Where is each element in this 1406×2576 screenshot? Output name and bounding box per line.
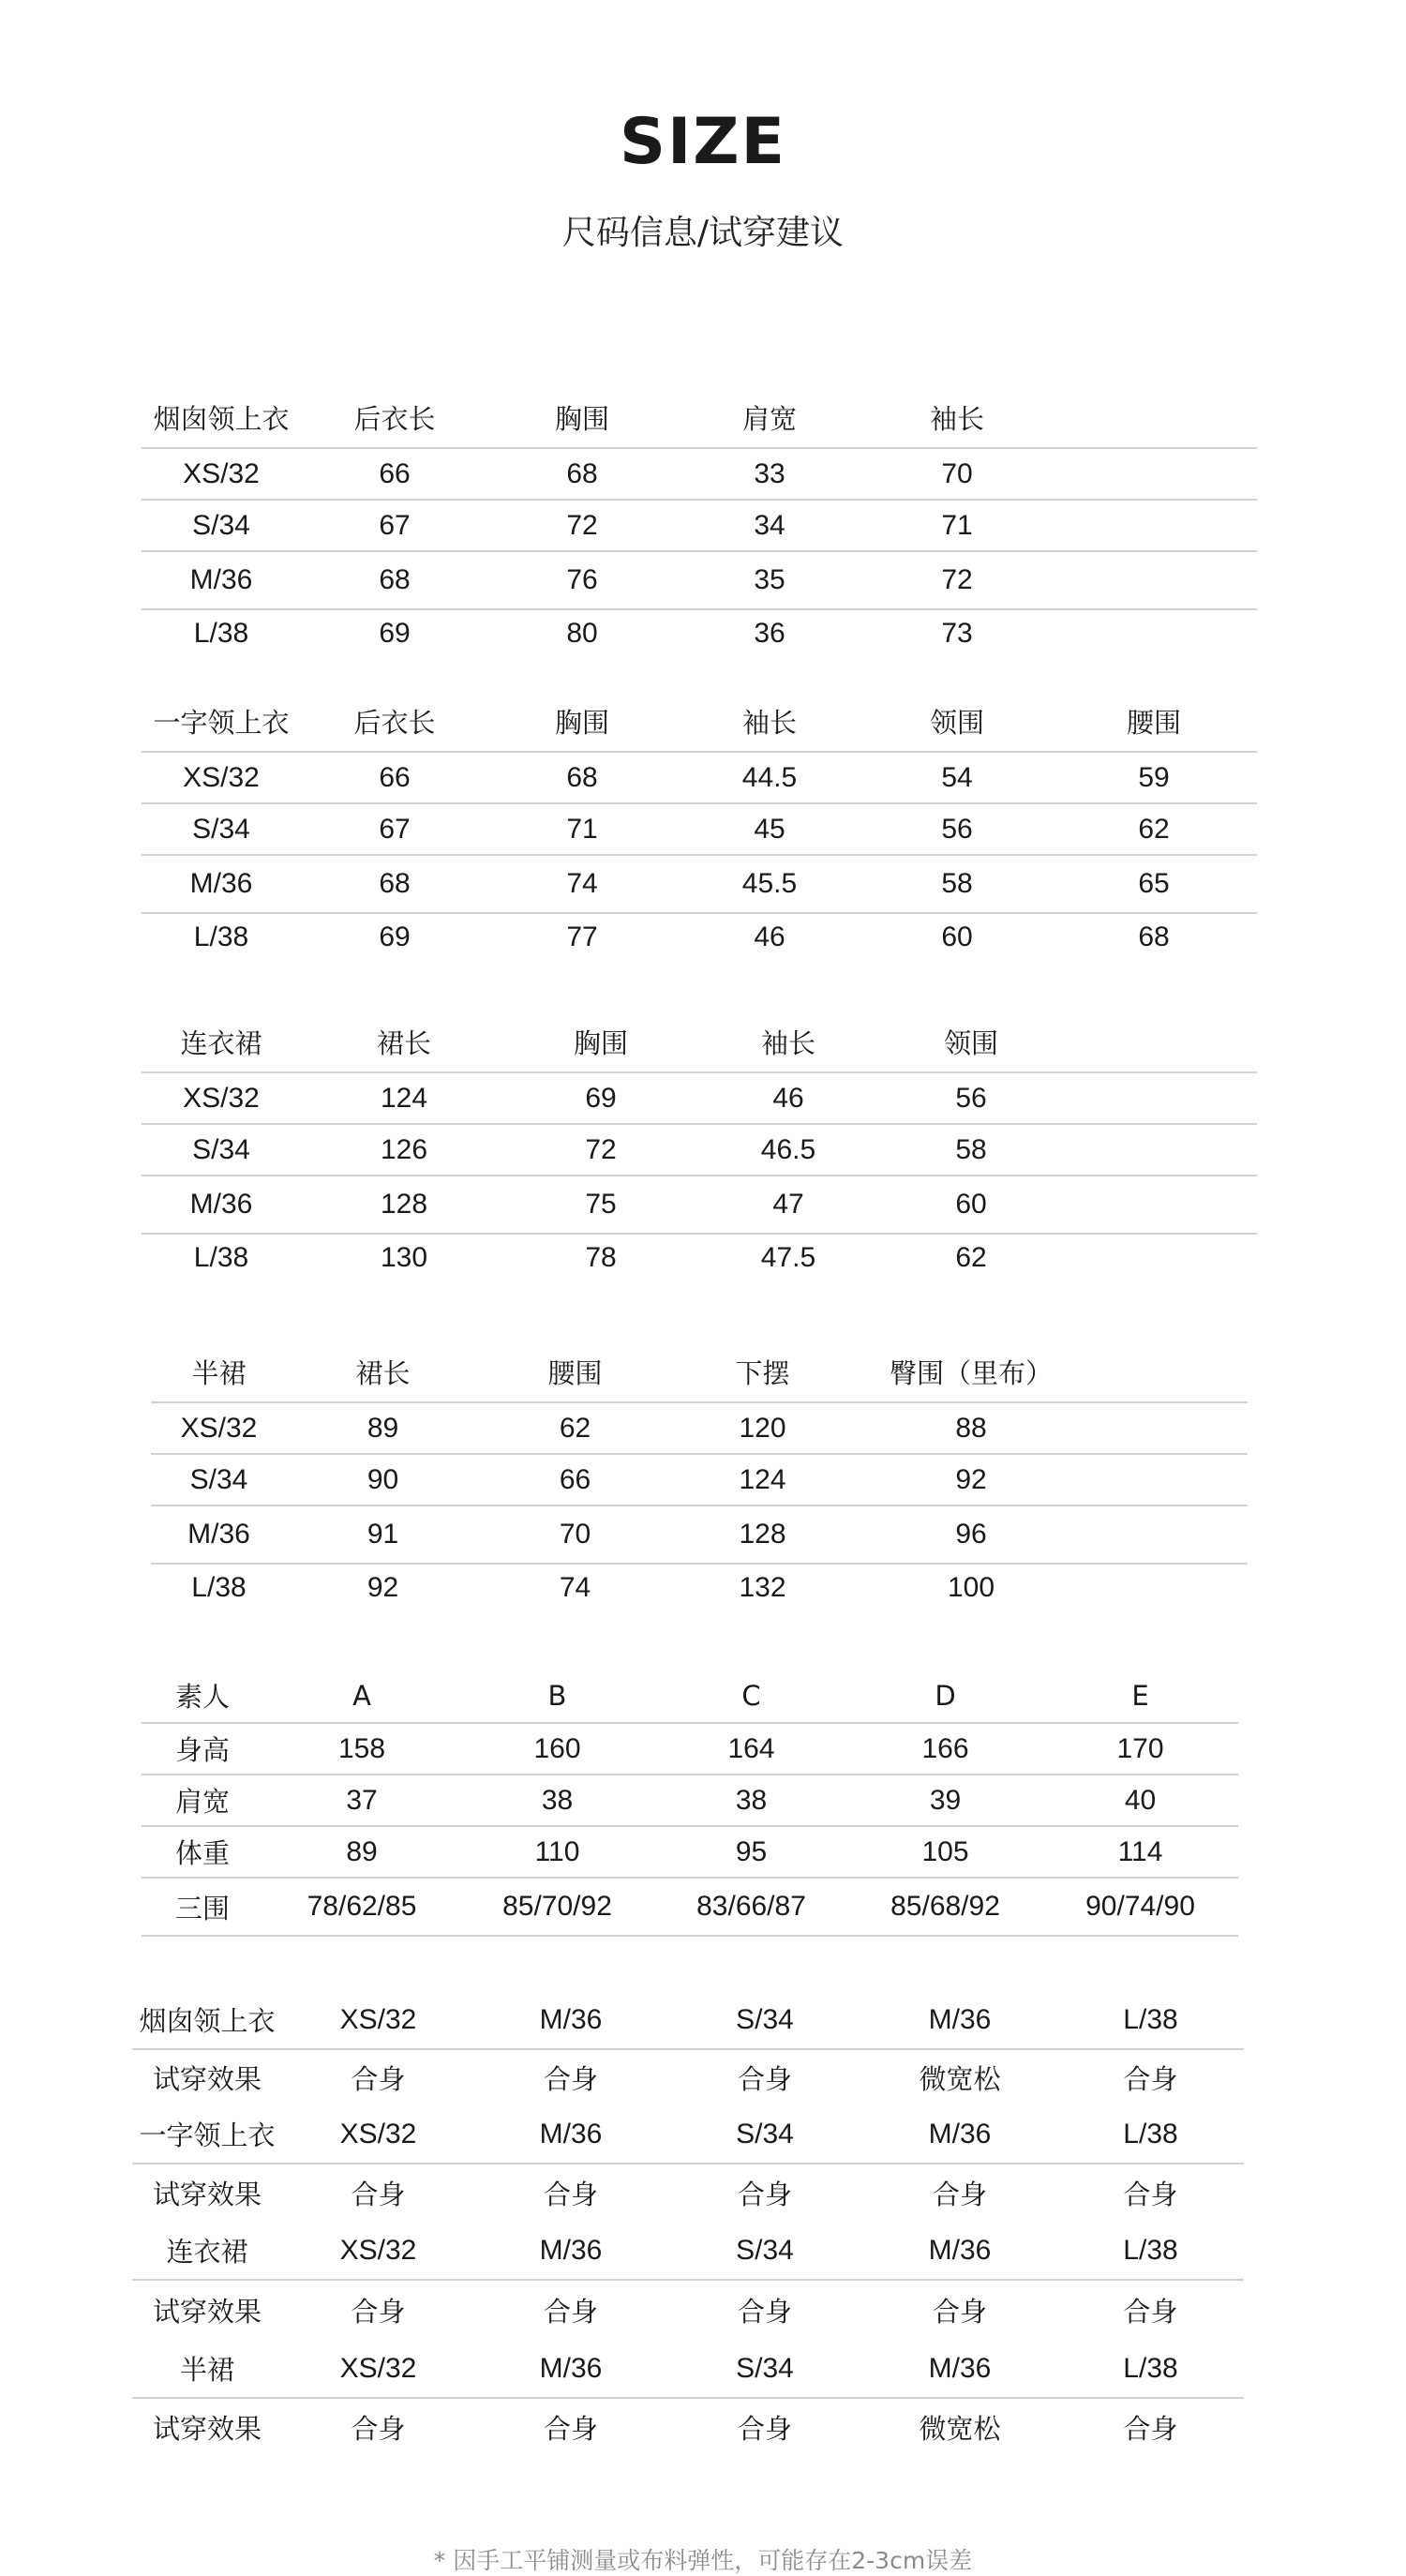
table-cell: 合身 (543, 2179, 598, 2210)
table-cell: 合身 (543, 2413, 598, 2445)
table-cell: 68 (301, 551, 488, 609)
table-cell: 80 (566, 617, 598, 649)
table-cell: 40 (1042, 1775, 1238, 1826)
table-cell: 69 (379, 921, 411, 952)
table-cell: XS/32 (151, 1402, 287, 1454)
table-cell: 70 (863, 448, 1051, 500)
empty-cell (1051, 500, 1257, 551)
table-cell: 38 (460, 1775, 654, 1826)
table-cell: 44.5 (676, 752, 863, 803)
table-cell: 132 (739, 1571, 786, 1603)
table-cell: 67 (301, 803, 488, 855)
table-cell: S/34 (151, 1454, 287, 1505)
header-cell: 臀围（里布） (854, 1342, 1088, 1402)
header-cell: 一字领上衣 (142, 692, 301, 752)
table-cell: 124 (671, 1454, 854, 1505)
table-cell: 88 (854, 1402, 1088, 1454)
table-cell: 58 (863, 855, 1051, 913)
table-row (142, 855, 1257, 913)
header-cell: E (1042, 1669, 1238, 1723)
table-cell: XS/32 (282, 1991, 474, 2049)
table-cell: 78 (585, 1241, 617, 1273)
table-cell: L/38 (193, 1241, 249, 1273)
table-cell: 试穿效果 (152, 2296, 262, 2328)
header-cell: 肩宽 (676, 388, 863, 448)
table-cell: 合身 (737, 2296, 792, 2328)
header-cell: 袖长 (863, 388, 1051, 448)
header-cell: 腰围 (479, 1342, 671, 1402)
header-cell: D (848, 1669, 1042, 1723)
table-cell: 合身 (351, 2179, 406, 2210)
table-cell: 68 (488, 752, 676, 803)
table-cell: 92 (366, 1571, 399, 1603)
header-cell: 袖长 (695, 1012, 882, 1072)
table-cell: 合身 (932, 2296, 987, 2328)
header-cell: 领围 (863, 692, 1051, 752)
empty-cell (1060, 1072, 1257, 1124)
table-cell: L/38 (191, 1571, 247, 1603)
table-row (151, 1402, 1248, 1454)
table-cell: 128 (671, 1505, 854, 1564)
table-cell: S/34 (667, 2340, 862, 2398)
table-cell: 三围 (142, 1878, 263, 1936)
header-cell: 裙长 (287, 1342, 479, 1402)
header-cell: 腰围 (1051, 692, 1257, 752)
table-cell: 合身 (737, 2063, 792, 2095)
table-cell: 66 (301, 752, 488, 803)
empty-cell (1088, 1454, 1248, 1505)
table-cell: 36 (754, 617, 785, 649)
table-cell: 合身 (932, 2179, 987, 2210)
table-header-row (142, 692, 1257, 752)
table-cell: M/36 (474, 2222, 667, 2280)
table-cell: M/36 (142, 1176, 301, 1234)
empty-cell (1060, 1234, 1257, 1281)
header-cell: 胸围 (488, 388, 676, 448)
table-cell: 85/70/92 (460, 1878, 654, 1936)
table-row (142, 1826, 1238, 1878)
table-cell: 微宽松 (919, 2063, 1001, 2095)
table-cell: 合身 (351, 2296, 406, 2328)
table-cell: 身高 (142, 1723, 263, 1775)
table-cell: 70 (479, 1505, 671, 1564)
table-cell: 89 (287, 1402, 479, 1454)
table-cell: 一字领上衣 (132, 2105, 282, 2164)
table-header-row (142, 388, 1257, 448)
table-cell: 128 (301, 1176, 507, 1234)
table-cell: 100 (947, 1571, 995, 1603)
table-cell: L/38 (1057, 2105, 1244, 2164)
header-cell: 半裙 (151, 1342, 287, 1402)
empty-cell (1088, 1564, 1248, 1610)
header-cell: 素人 (142, 1669, 263, 1723)
table-cell: 71 (863, 500, 1051, 551)
table-header-row (142, 1669, 1238, 1723)
table-cell: 合身 (1123, 2063, 1178, 2095)
table-cell: 91 (287, 1505, 479, 1564)
table-cell: 60 (882, 1176, 1060, 1234)
table-cell: 合身 (737, 2413, 792, 2445)
table-cell: S/34 (667, 2222, 862, 2280)
table-cell: 105 (848, 1826, 1042, 1878)
empty-cell (1051, 448, 1257, 500)
table-cell: 62 (955, 1241, 987, 1273)
header-cell: 烟囱领上衣 (142, 388, 301, 448)
table-cell: 62 (1051, 803, 1257, 855)
table-cell: 74 (559, 1571, 591, 1603)
table-cell: 83/66/87 (654, 1878, 848, 1936)
table-cell: 59 (1051, 752, 1257, 803)
table-cell: M/36 (142, 855, 301, 913)
header-cell: 下摆 (671, 1342, 854, 1402)
table-row (151, 1564, 1248, 1610)
table-cell: L/38 (1057, 2222, 1244, 2280)
table-cell: 66 (301, 448, 488, 500)
size-table-boat-neck-top (142, 692, 1257, 960)
table-row (142, 1878, 1238, 1936)
header-cell: 胸围 (507, 1012, 695, 1072)
table-cell: 124 (301, 1072, 507, 1124)
header-cell: A (263, 1669, 460, 1723)
table-cell: 47 (695, 1176, 882, 1234)
table-cell: 120 (671, 1402, 854, 1454)
table-cell: 合身 (1123, 2296, 1178, 2328)
empty-cell (1088, 1342, 1248, 1402)
table-cell: S/34 (142, 1124, 301, 1176)
table-cell: 56 (882, 1072, 1060, 1124)
table-cell: M/36 (474, 2105, 667, 2164)
table-row (142, 803, 1257, 855)
table-cell: S/34 (142, 500, 301, 551)
table-cell: XS/32 (142, 1072, 301, 1124)
header-cell: 裙长 (301, 1012, 507, 1072)
table-cell: 85/68/92 (848, 1878, 1042, 1936)
table-cell: 95 (654, 1826, 848, 1878)
header-cell: B (460, 1669, 654, 1723)
header-cell: 后衣长 (301, 388, 488, 448)
table-cell: 34 (676, 500, 863, 551)
model-measurements-table (142, 1669, 1238, 1937)
table-row (142, 551, 1257, 609)
table-row (142, 1176, 1257, 1234)
table-cell: 合身 (1123, 2413, 1178, 2445)
footnote: * 因手工平铺测量或布料弹性，可能存在2-3cm误差 (433, 2547, 973, 2574)
table-cell: 46 (754, 921, 785, 952)
table-cell: 77 (566, 921, 598, 952)
table-row (142, 1124, 1257, 1176)
table-cell: 71 (488, 803, 676, 855)
table-cell: 166 (848, 1723, 1042, 1775)
table-cell: 158 (263, 1723, 460, 1775)
table-cell: 47.5 (760, 1241, 816, 1273)
table-cell: 试穿效果 (152, 2179, 262, 2210)
table-cell: 72 (488, 500, 676, 551)
table-row (132, 2049, 1244, 2105)
table-cell: 73 (941, 617, 973, 649)
table-cell: M/36 (142, 551, 301, 609)
table-cell: 72 (863, 551, 1051, 609)
table-cell: 烟囱领上衣 (132, 1991, 282, 2049)
table-cell: 合身 (737, 2179, 792, 2210)
table-row (132, 2164, 1244, 2222)
table-row (142, 500, 1257, 551)
table-cell: 33 (676, 448, 863, 500)
table-cell: XS/32 (282, 2105, 474, 2164)
header-cell: 领围 (882, 1012, 1060, 1072)
table-row (151, 1454, 1248, 1505)
table-cell: 37 (263, 1775, 460, 1826)
table-cell: 微宽松 (919, 2413, 1001, 2445)
table-cell: 72 (507, 1124, 695, 1176)
table-header-row (151, 1342, 1248, 1402)
table-row (142, 1234, 1257, 1281)
table-cell: 45 (676, 803, 863, 855)
table-cell: 164 (654, 1723, 848, 1775)
table-cell: 体重 (142, 1826, 263, 1878)
table-cell: L/38 (1057, 1991, 1244, 2049)
table-cell: 126 (301, 1124, 507, 1176)
empty-cell (1051, 388, 1257, 448)
table-row (132, 1991, 1244, 2049)
table-cell: 45.5 (676, 855, 863, 913)
table-cell: 110 (460, 1826, 654, 1878)
table-cell: 170 (1042, 1723, 1238, 1775)
header-cell: 袖长 (676, 692, 863, 752)
header-cell: 胸围 (488, 692, 676, 752)
table-cell: 160 (460, 1723, 654, 1775)
header-cell: C (654, 1669, 848, 1723)
size-table-skirt (151, 1342, 1248, 1610)
table-cell: M/36 (862, 2222, 1057, 2280)
table-cell: 试穿效果 (152, 2413, 262, 2445)
table-cell: 74 (488, 855, 676, 913)
table-cell: L/38 (193, 617, 249, 649)
table-row (142, 1723, 1238, 1775)
empty-cell (1088, 1402, 1248, 1454)
table-cell: 78/62/85 (263, 1878, 460, 1936)
table-cell: 连衣裙 (132, 2222, 282, 2280)
table-cell: 90/74/90 (1042, 1878, 1238, 1936)
table-header-row (142, 1012, 1257, 1072)
table-cell: S/34 (667, 1991, 862, 2049)
table-row (142, 448, 1257, 500)
header-cell: 连衣裙 (142, 1012, 301, 1072)
table-cell: 60 (941, 921, 973, 952)
table-cell: 半裙 (132, 2340, 282, 2398)
table-row (132, 2222, 1244, 2280)
table-cell: 68 (301, 855, 488, 913)
table-cell: XS/32 (142, 752, 301, 803)
table-cell: 92 (854, 1454, 1088, 1505)
table-row (132, 2398, 1244, 2456)
table-cell: 合身 (543, 2296, 598, 2328)
table-cell: 35 (676, 551, 863, 609)
table-row (142, 609, 1257, 656)
table-cell: 69 (379, 617, 411, 649)
table-cell: 75 (507, 1176, 695, 1234)
table-cell: S/34 (667, 2105, 862, 2164)
empty-cell (1051, 609, 1257, 656)
table-cell: M/36 (474, 2340, 667, 2398)
table-cell: 合身 (351, 2063, 406, 2095)
table-cell: M/36 (151, 1505, 287, 1564)
table-cell: 90 (287, 1454, 479, 1505)
empty-cell (1051, 551, 1257, 609)
table-row (132, 2340, 1244, 2398)
table-cell: 合身 (543, 2063, 598, 2095)
table-cell: 54 (863, 752, 1051, 803)
table-row (151, 1505, 1248, 1564)
table-cell: 合身 (1123, 2179, 1178, 2210)
table-cell: XS/32 (282, 2222, 474, 2280)
table-row (142, 752, 1257, 803)
size-table-dress (142, 1012, 1257, 1281)
header-cell: 后衣长 (301, 692, 488, 752)
table-cell: M/36 (862, 2105, 1057, 2164)
table-cell: 46.5 (695, 1124, 882, 1176)
table-cell: 96 (854, 1505, 1088, 1564)
table-cell: 114 (1042, 1826, 1238, 1878)
table-cell: 46 (695, 1072, 882, 1124)
empty-cell (1088, 1505, 1248, 1564)
table-cell: 66 (479, 1454, 671, 1505)
table-cell: XS/32 (142, 448, 301, 500)
table-cell: 39 (848, 1775, 1042, 1826)
table-row (132, 2280, 1244, 2340)
empty-cell (1060, 1012, 1257, 1072)
table-cell: M/36 (862, 1991, 1057, 2049)
table-cell: L/38 (1057, 2340, 1244, 2398)
table-row (142, 1072, 1257, 1124)
table-cell: M/36 (474, 1991, 667, 2049)
page-subtitle: 尺码信息/试穿建议 (561, 214, 845, 252)
table-row (142, 913, 1257, 960)
table-cell: 130 (380, 1241, 428, 1273)
table-cell: 68 (488, 448, 676, 500)
fit-recommendation-table (132, 1991, 1244, 2456)
table-cell: 68 (1138, 921, 1170, 952)
table-row (142, 1775, 1238, 1826)
table-cell: 89 (263, 1826, 460, 1878)
table-cell: 65 (1051, 855, 1257, 913)
table-row (132, 2105, 1244, 2164)
table-cell: 58 (882, 1124, 1060, 1176)
page-title: SIZE (619, 105, 787, 179)
table-cell: 肩宽 (142, 1775, 263, 1826)
table-cell: 76 (488, 551, 676, 609)
size-table-chimney-top (142, 388, 1257, 656)
table-cell: M/36 (862, 2340, 1057, 2398)
table-cell: 38 (654, 1775, 848, 1826)
table-cell: 62 (479, 1402, 671, 1454)
table-cell: XS/32 (282, 2340, 474, 2398)
table-cell: 56 (863, 803, 1051, 855)
table-cell: 69 (507, 1072, 695, 1124)
empty-cell (1060, 1176, 1257, 1234)
table-cell: 合身 (351, 2413, 406, 2445)
table-cell: 试穿效果 (152, 2063, 262, 2095)
empty-cell (1060, 1124, 1257, 1176)
table-cell: L/38 (193, 921, 249, 952)
table-cell: S/34 (142, 803, 301, 855)
table-cell: 67 (301, 500, 488, 551)
